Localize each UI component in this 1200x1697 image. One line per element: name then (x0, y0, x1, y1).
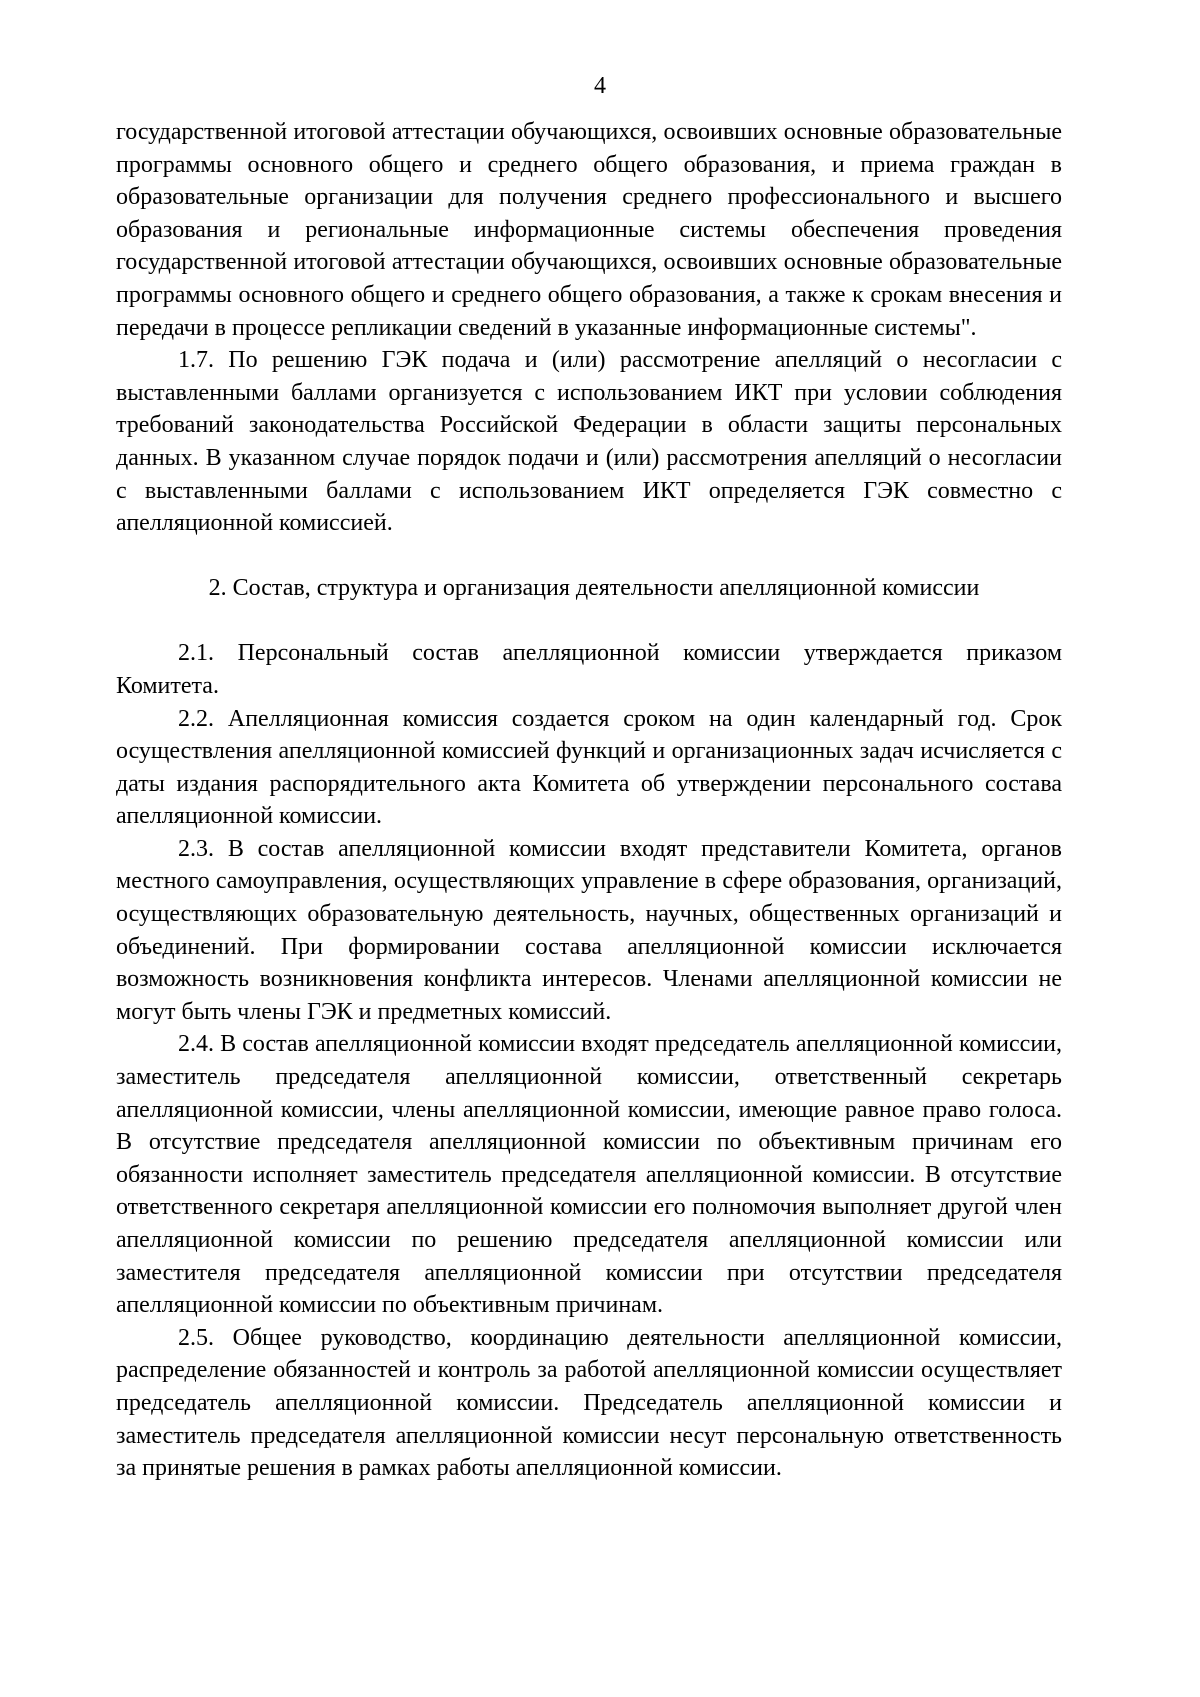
paragraph-2-5: 2.5. Общее руководство, координацию деятельности апелляционной комиссии, распределение обязанностей и контроль за работой апелляционной комиссии осуществляет председатель апелляционной комиссии. Председатель апелляционной комиссии и заместитель председателя апелляционной комиссии несут персональную ответственность за принятые решения в рамках работы апелляционной комиссии. (116, 1324, 1062, 1482)
paragraph-continuation: государственной итоговой аттестации обучающихся, освоивших основные образовательные программы основного общего и среднего общего образования, и приема граждан в образовательные организации для получения среднего профессионального и высшего образования и региональные информационные системы обеспечения проведения государственной итоговой аттестации обучающихся, освоивших основные образовательные программы основного общего и среднего общего образования, а также к срокам внесения и передачи в процессе репликации сведений в указанные информационные системы". (116, 119, 1062, 341)
paragraph-2-2: 2.2. Апелляционная комиссия создается сроком на один календарный год. Срок осуществления апелляционной комиссией функций и организационных задач исчисляется с даты издания распорядительного акта Комитета об утверждении персонального состава апелляционной комиссии. (116, 705, 1062, 830)
section-heading: 2. Состав, структура и организация деятельности апелляционной комиссии (208, 574, 980, 601)
paragraph-2-4: 2.4. В состав апелляционной комиссии входят председатель апелляционной комиссии, заместитель председателя апелляционной комиссии, ответственный секретарь апелляционной комиссии, члены апелляционной комиссии, имеющие равное право голоса. В отсутствие председателя апелляционной комиссии по объективным причинам его обязанности исполняет заместитель председателя апелляционной комиссии. В отсутствие ответственного секретаря апелляционной комиссии его полномочия выполняет другой член апелляционной комиссии по решению председателя апелляционной комиссии или заместителя председателя апелляционной комиссии при отсутствии председателя апелляционной комиссии по объективным причинам. (116, 1031, 1062, 1319)
paragraph-2-3: 2.3. В состав апелляционной комиссии входят представители Комитета, органов местного самоуправления, осуществляющих управление в сфере образования, организаций, осуществляющих образовательную деятельность, научных, общественных организаций и объединений. При формировании состава апелляционной комиссии исключается возможность возникновения конфликта интересов. Членами апелляционной комиссии не могут быть члены ГЭК и предметных комиссий. (116, 835, 1062, 1025)
paragraph-1-7: 1.7. По решению ГЭК подача и (или) рассмотрение апелляций о несогласии с выставленными баллами организуется с использованием ИКТ при условии соблюдения требований законодательства Российской Федерации в области защиты персональных данных. В указанном случае порядок подачи и (или) рассмотрения апелляций о несогласии с выставленными баллами с использованием ИКТ определяется ГЭК совместно с апелляционной комиссией. (116, 347, 1062, 537)
document-body (116, 116, 1062, 1485)
paragraph-2-1: 2.1. Персональный состав апелляционной комиссии утверждается приказом Комитета. (116, 640, 1062, 699)
page-number: 4 (594, 73, 606, 99)
